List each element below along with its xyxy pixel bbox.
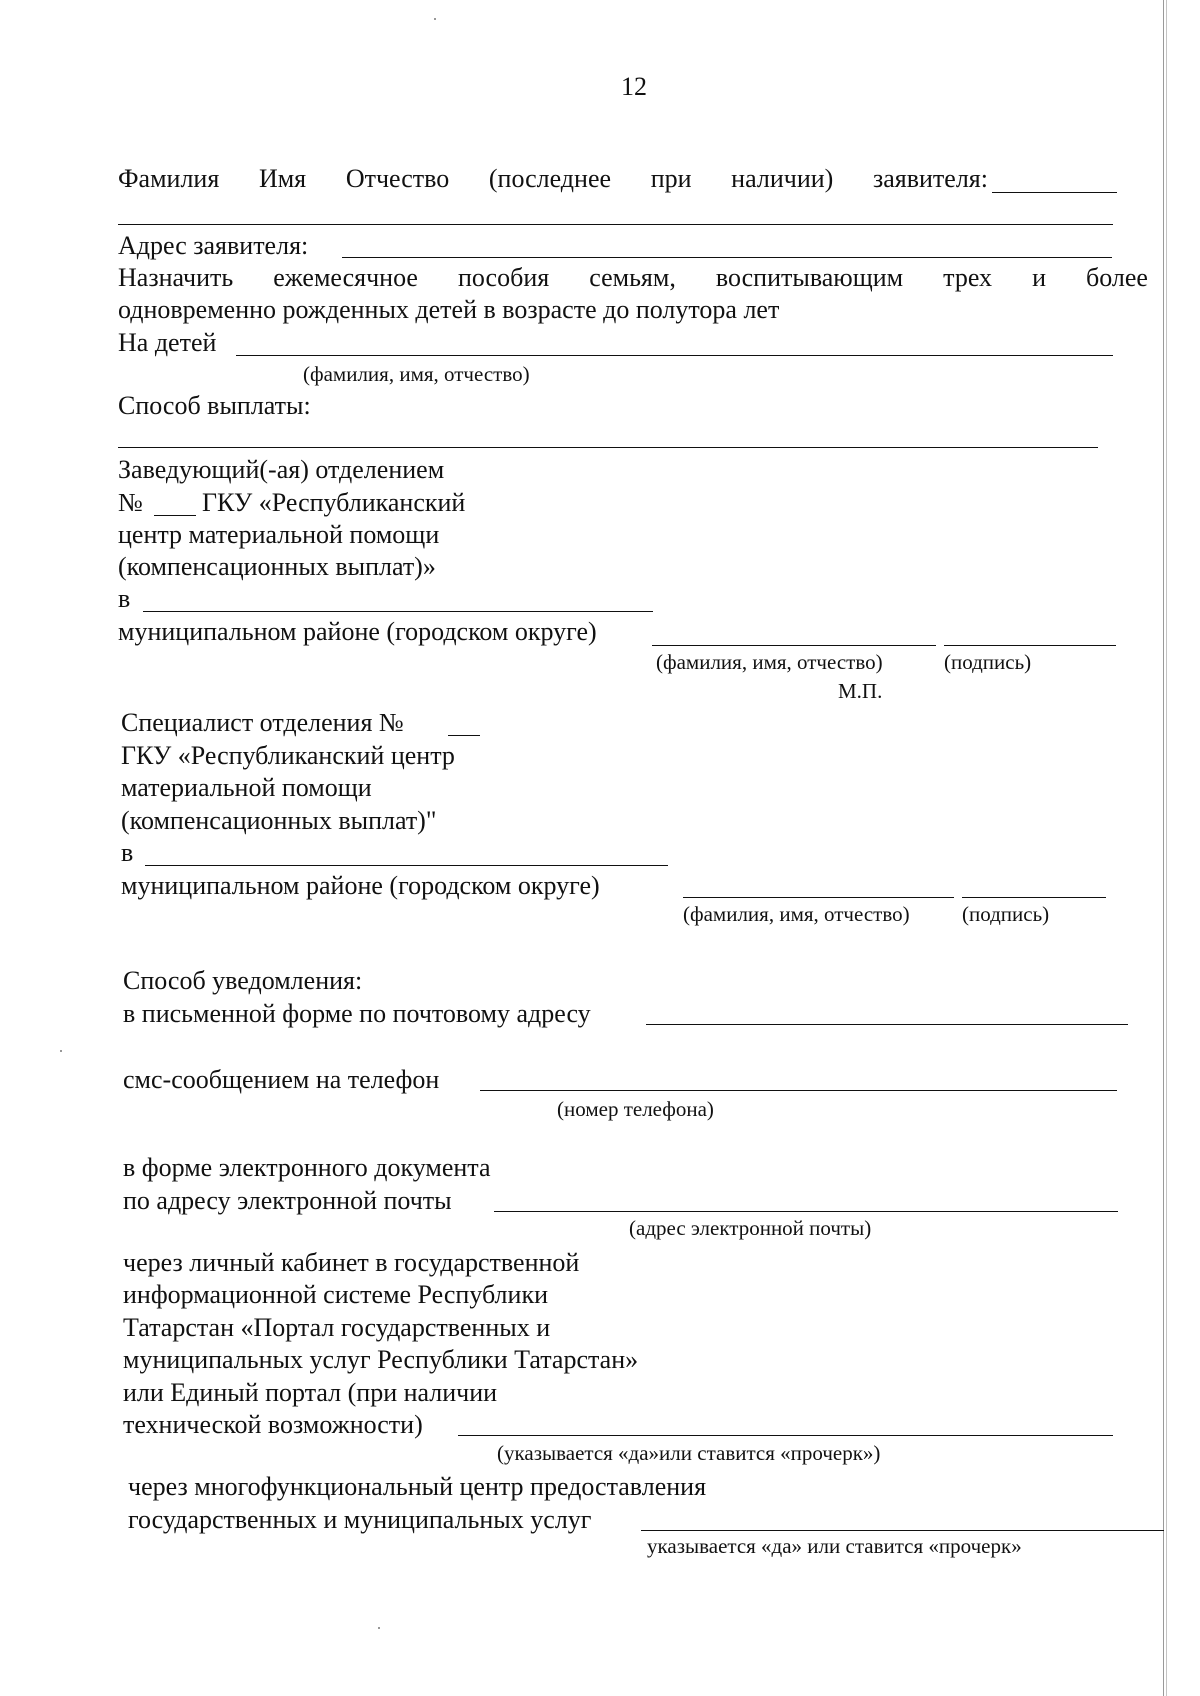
specialist-name-field[interactable] [683,897,954,898]
head-line-2-prefix: № [118,488,143,517]
specialist-line-6: муниципальном районе (городском округе) [121,871,600,900]
head-caption-name: (фамилия, имя, отчество) [656,650,883,674]
applicant-address-label: Адрес заявителя: [118,231,309,260]
word: (последнее [488,164,612,193]
notification-sms-label: смс-сообщением на телефон [123,1065,440,1094]
notification-email-caption: (адрес электронной почты) [629,1216,872,1240]
scan-speck [378,1627,380,1629]
word: воспитывающим [715,263,904,292]
word: пособия [457,263,550,292]
payment-method-field[interactable] [118,447,1098,448]
request-line-2: одновременно рожденных детей в возрасте до полутора лет [118,295,780,324]
word: трех [943,263,993,292]
notification-email-line-2: по адресу электронной почты [123,1186,452,1215]
notification-mfc-line-2: государственных и муниципальных услуг [128,1505,592,1534]
applicant-address-field[interactable] [342,257,1112,258]
word: наличии) [731,164,834,193]
head-department-number-field[interactable] [154,515,196,516]
children-field[interactable] [236,355,1113,356]
word: при [650,164,692,193]
scan-edge-line [1166,0,1167,1696]
applicant-name-field[interactable] [992,192,1117,193]
page-number: 12 [621,72,647,101]
children-caption: (фамилия, имя, отчество) [303,362,530,386]
children-label: На детей [118,328,217,357]
specialist-caption-signature: (подпись) [962,902,1050,926]
specialist-district-field[interactable] [145,865,668,866]
head-caption-signature: (подпись) [944,650,1032,674]
head-district-field[interactable] [143,611,653,612]
word: более [1086,263,1148,292]
notification-postal-label: в письменной форме по почтовому адресу [123,999,591,1028]
notification-mfc-caption: указывается «да» или ставится «прочерк» [647,1534,1022,1558]
specialist-signature-field[interactable] [962,897,1106,898]
notification-portal-line: информационной системе Республики [123,1280,548,1309]
stamp-label: М.П. [838,679,883,703]
notification-email-field[interactable] [494,1211,1118,1212]
specialist-line-2: ГКУ «Республиканский центр [121,741,455,770]
notification-portal-field[interactable] [458,1435,1113,1436]
payment-method-label: Способ выплаты: [118,391,311,420]
specialist-line-3: материальной помощи [121,773,372,802]
head-line-4: (компенсационных выплат)» [118,552,436,581]
scan-speck [60,1050,62,1052]
word: семьям, [589,263,676,292]
word: ежемесячное [273,263,418,292]
head-name-field[interactable] [652,645,936,646]
notification-portal-line: Татарстан «Портал государственных и [123,1313,551,1342]
notification-mfc-line-1: через многофункциональный центр предоставления [128,1472,707,1501]
notification-sms-caption: (номер телефона) [557,1097,714,1121]
specialist-line-4: (компенсационных выплат)" [121,806,437,835]
scan-speck [434,18,436,20]
notification-postal-field[interactable] [646,1024,1128,1025]
word: и [1032,263,1046,292]
notification-portal-line: муниципальных услуг Республики Татарстан» [123,1345,639,1374]
head-line-5: в [118,584,131,613]
head-line-3: центр материальной помощи [118,520,440,549]
notification-portal-line: или Единый портал (при наличии [123,1378,498,1407]
notification-mfc-field[interactable] [641,1530,1164,1531]
head-line-1: Заведующий(-ая) отделением [118,455,445,484]
specialist-caption-name: (фамилия, имя, отчество) [683,902,910,926]
head-signature-field[interactable] [944,645,1116,646]
word: Назначить [118,263,234,292]
head-line-6: муниципальном районе (городском округе) [118,617,597,646]
specialist-line-1: Специалист отделения № [121,708,404,737]
scan-edge-line [1163,0,1164,1696]
notification-title: Способ уведомления: [123,966,363,995]
word: Имя [258,164,307,193]
applicant-name-label [118,164,988,194]
specialist-department-number-field[interactable] [448,735,480,736]
notification-portal-line: через личный кабинет в государственной [123,1248,580,1277]
request-line-1 [118,263,1148,293]
word: заявителя: [872,164,988,193]
notification-sms-field[interactable] [480,1090,1117,1091]
word: Фамилия [118,164,220,193]
specialist-line-5: в [121,838,134,867]
notification-portal-line: технической возможности) [123,1410,423,1439]
notification-portal-caption: (указывается «да»или ставится «прочерк») [497,1441,881,1465]
head-line-2-text: ГКУ «Республиканский [202,488,466,517]
notification-email-line-1: в форме электронного документа [123,1153,491,1182]
word: Отчество [345,164,450,193]
applicant-name-field-cont[interactable] [118,224,1113,225]
